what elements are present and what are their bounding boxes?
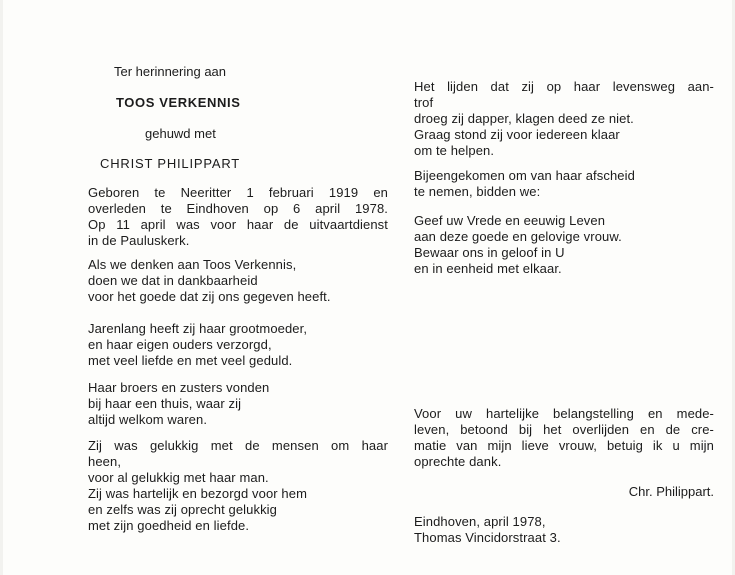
text-line: Graag stond zij voor iedereen klaar xyxy=(414,127,620,142)
text-line: en haar eigen ouders verzorgd, xyxy=(88,337,272,352)
deceased-name: TOOS VERKENNIS xyxy=(116,95,241,110)
husband-name: CHRIST PHILIPPART xyxy=(100,156,241,171)
text-line: Bewaar ons in geloof in U xyxy=(414,245,565,260)
text-line: Zij was hartelijk en bezorgd voor hem xyxy=(88,486,308,501)
text-line: Geef uw Vrede en eeuwig Leven xyxy=(414,213,606,228)
text-line: Als we denken aan Toos Verkennis, xyxy=(88,257,297,272)
text-line: met veel liefde en met veel geduld. xyxy=(88,353,293,368)
text-line: Bijeengekomen om van haar afscheid xyxy=(414,168,635,183)
text-line: voor al gelukkig met haar man. xyxy=(88,470,269,485)
card-edge-left xyxy=(0,0,3,575)
footer-place-date: Eindhoven, april 1978, xyxy=(414,514,546,529)
text-line: Haar broers en zusters vonden xyxy=(88,380,270,395)
text-line: Geboren te Neeritter 1 februari 1919 en xyxy=(88,185,388,200)
text-line: oprechte dank. xyxy=(414,454,502,469)
text-line: om te helpen. xyxy=(414,143,495,158)
text-line: heen, xyxy=(88,454,122,469)
text-line: Zij was gelukkig met de mensen om haar xyxy=(88,438,388,453)
text-line: trof xyxy=(414,95,434,110)
text-line: Het lijden dat zij op haar levensweg aan- xyxy=(414,79,714,94)
text-line: Voor uw hartelijke belangstelling en mede- xyxy=(414,406,714,421)
married-text: gehuwd met xyxy=(145,126,216,141)
text-line: doen we dat in dankbaarheid xyxy=(88,273,258,288)
text-line: met zijn goedheid en liefde. xyxy=(88,518,250,533)
text-line: altijd welkom waren. xyxy=(88,412,208,427)
text-line: in de Pauluskerk. xyxy=(88,233,190,248)
text-line: overleden te Eindhoven op 6 april 1978. xyxy=(88,201,388,216)
text-line: droeg zij dapper, klagen deed ze niet. xyxy=(414,111,634,126)
footer-address: Thomas Vincidorstraat 3. xyxy=(414,530,561,545)
text-line: Jarenlang heeft zij haar grootmoeder, xyxy=(88,321,308,336)
text-line: Op 11 april was voor haar de uitvaartdienst xyxy=(88,217,388,232)
text-line: bij haar een thuis, waar zij xyxy=(88,396,242,411)
text-line: te nemen, bidden we: xyxy=(414,184,541,199)
text-line: leven, betoond bij het overlijden en de cre- xyxy=(414,422,714,437)
text-line: matie van mijn lieve vrouw, betuig ik u mijn xyxy=(414,438,714,453)
in-memory-text: Ter herinnering aan xyxy=(114,64,227,79)
text-line: en in eenheid met elkaar. xyxy=(414,261,562,276)
signature: Chr. Philippart. xyxy=(628,484,714,499)
text-line: en zelfs was zij oprecht gelukkig xyxy=(88,502,278,517)
text-line: voor het goede dat zij ons gegeven heeft. xyxy=(88,289,331,304)
text-line: aan deze goede en gelovige vrouw. xyxy=(414,229,622,244)
